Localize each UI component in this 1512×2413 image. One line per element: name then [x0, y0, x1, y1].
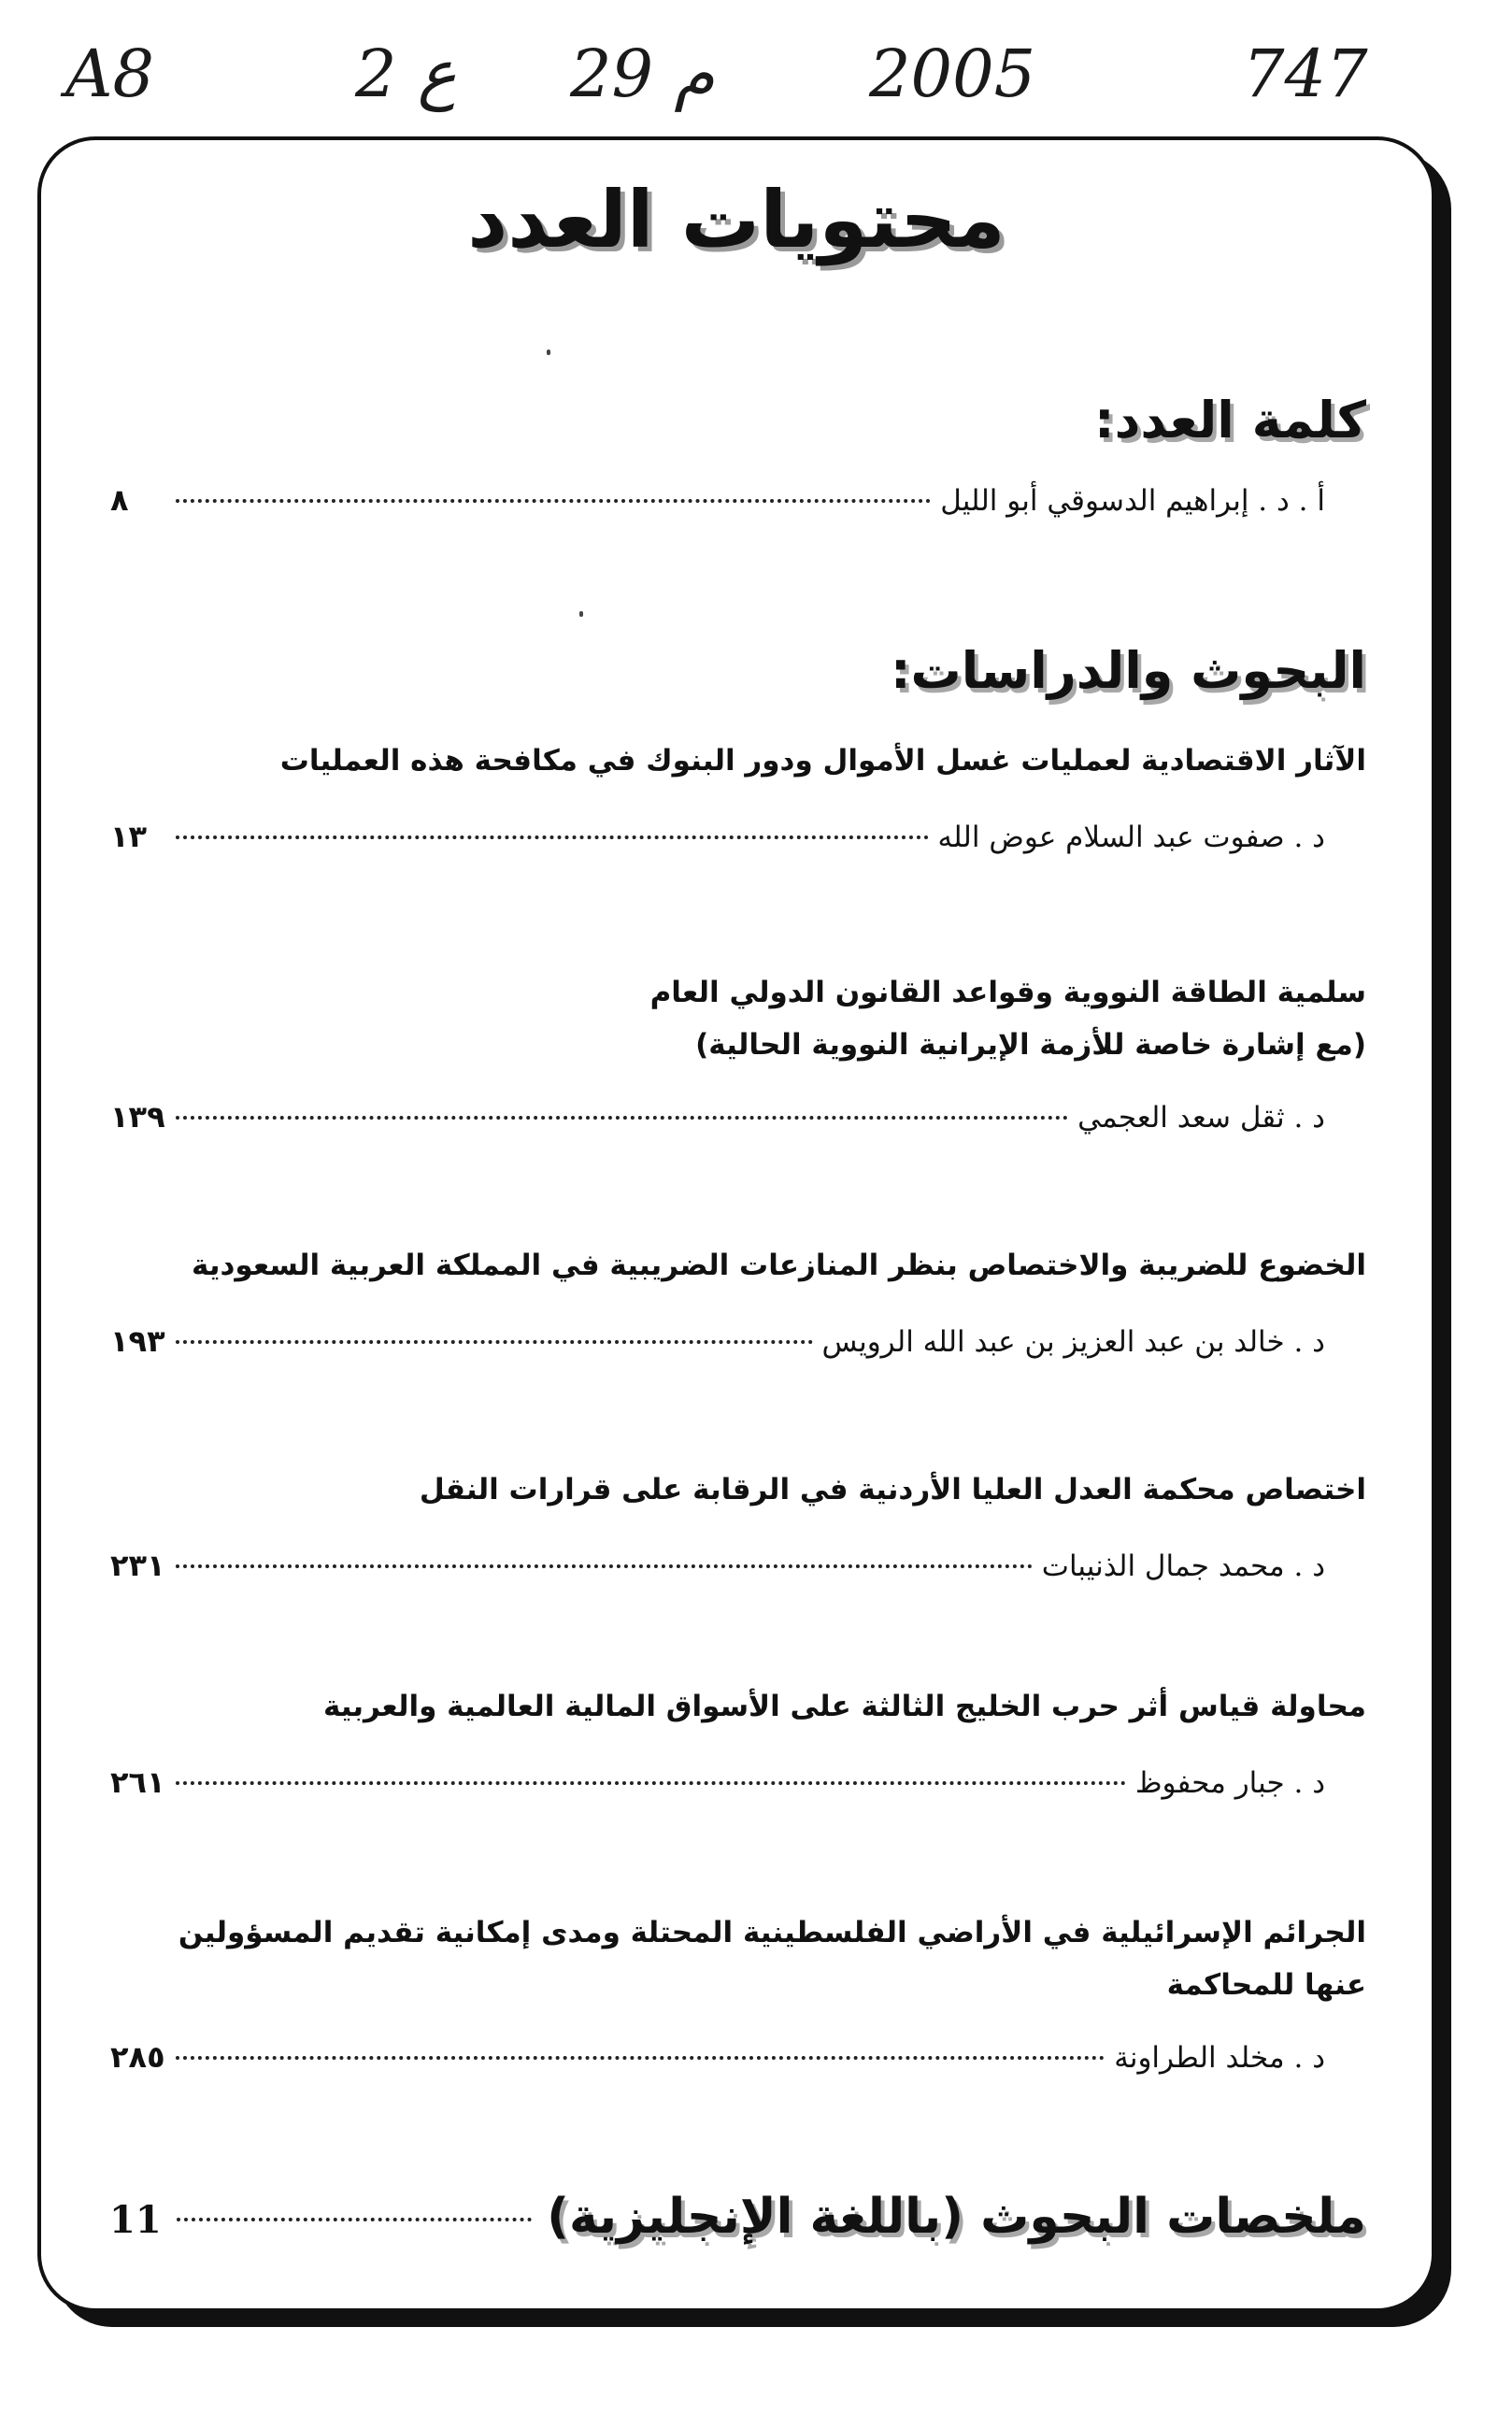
article-title-line: الآثار الاقتصادية لعمليات غسل الأموال ودور البنوك في مكافحة هذه العمليات — [279, 744, 1366, 778]
entry-author: د . ثقل سعد العجمي — [1077, 1101, 1325, 1135]
article-title-line: سلمية الطاقة النووية وقواعد القانون الدولي العام — [649, 976, 1366, 1009]
entry-author: د . جبار محفوظ — [1134, 1766, 1325, 1800]
editorial-entry[interactable] — [110, 482, 1325, 533]
article-entry[interactable] — [110, 1323, 1325, 1374]
summaries-entry[interactable] — [109, 2189, 1366, 2263]
entry-page-number: ١٣٩ — [110, 1099, 165, 1135]
entry-page-number: ٢٣١ — [110, 1548, 165, 1583]
summaries-heading: ملخصات البحوث (باللغة الإنجليزية) — [547, 2189, 1366, 2245]
article-title[interactable] — [161, 1239, 1366, 1292]
table-of-contents — [37, 136, 1435, 2312]
dot-leader — [176, 1564, 1033, 1568]
editorial-heading: كلمة العدد: — [1094, 391, 1366, 450]
dot-leader — [176, 1340, 813, 1344]
dot-leader — [176, 499, 931, 503]
article-title[interactable] — [161, 1464, 1366, 1516]
dot-leader — [176, 1116, 1068, 1120]
entry-page-number: ١٩٣ — [110, 1323, 165, 1359]
research-heading: البحوث والدراسات: — [890, 641, 1366, 700]
scan-speck — [547, 350, 550, 355]
handwritten-note: 2005 — [869, 36, 1036, 112]
article-entry[interactable] — [110, 819, 1325, 869]
article-title-line: عنها للمحاكمة — [1166, 1968, 1366, 2002]
article-title-line: محاولة قياس أثر حرب الخليج الثالثة على الأسواق المالية العالمية والعربية — [322, 1690, 1366, 1723]
article-title[interactable] — [161, 1906, 1366, 2011]
article-title-line: (مع إشارة خاصة للأزمة الإيرانية النووية الحالية) — [695, 1028, 1366, 1062]
article-entry[interactable] — [110, 1099, 1325, 1149]
handwritten-annotations — [0, 26, 1512, 129]
article-title[interactable] — [161, 966, 1366, 1071]
article-title-line: الخضوع للضريبة والاختصاص بنظر المنازعات الضريبية في المملكة العربية السعودية — [192, 1249, 1366, 1282]
entry-author: د . مخلد الطراونة — [1114, 2041, 1325, 2075]
article-entry[interactable] — [110, 2039, 1325, 2090]
article-entry[interactable] — [110, 1548, 1325, 1598]
entry-page-number: ٢٦١ — [110, 1764, 165, 1800]
entry-author: د . محمد جمال الذنيبات — [1041, 1549, 1325, 1583]
entry-page-number: ٢٨٥ — [110, 2039, 165, 2075]
dot-leader — [177, 2218, 533, 2221]
dot-leader — [176, 2056, 1105, 2060]
handwritten-note: A8 — [65, 36, 155, 112]
handwritten-note: 2 ع — [355, 36, 457, 112]
article-title-line: الجرائم الإسرائيلية في الأراضي الفلسطينية المحتلة ومدى إمكانية تقديم المسؤولين — [178, 1916, 1366, 1949]
dot-leader — [176, 1781, 1126, 1785]
entry-author: أ . د . إبراهيم الدسوقي أبو الليل — [940, 484, 1325, 518]
article-title[interactable] — [161, 1680, 1366, 1733]
entry-page-number: 11 — [109, 2198, 162, 2242]
article-title-line: اختصاص محكمة العدل العليا الأردنية في الرقابة على قرارات النقل — [419, 1473, 1366, 1506]
dot-leader — [176, 835, 929, 839]
page-title: محتويات العدد — [467, 174, 1006, 265]
entry-author: د . صفوت عبد السلام عوض الله — [937, 821, 1325, 854]
entry-author: د . خالد بن عبد العزيز بن عبد الله الرويس — [821, 1325, 1325, 1359]
scan-speck — [579, 611, 583, 617]
entry-page-number: ٨ — [110, 482, 129, 518]
article-entry[interactable] — [110, 1764, 1325, 1815]
entry-page-number: ١٣ — [110, 819, 148, 854]
handwritten-note: 747 — [1243, 36, 1368, 112]
handwritten-note: 29 م — [570, 36, 715, 112]
article-title[interactable] — [161, 735, 1366, 787]
